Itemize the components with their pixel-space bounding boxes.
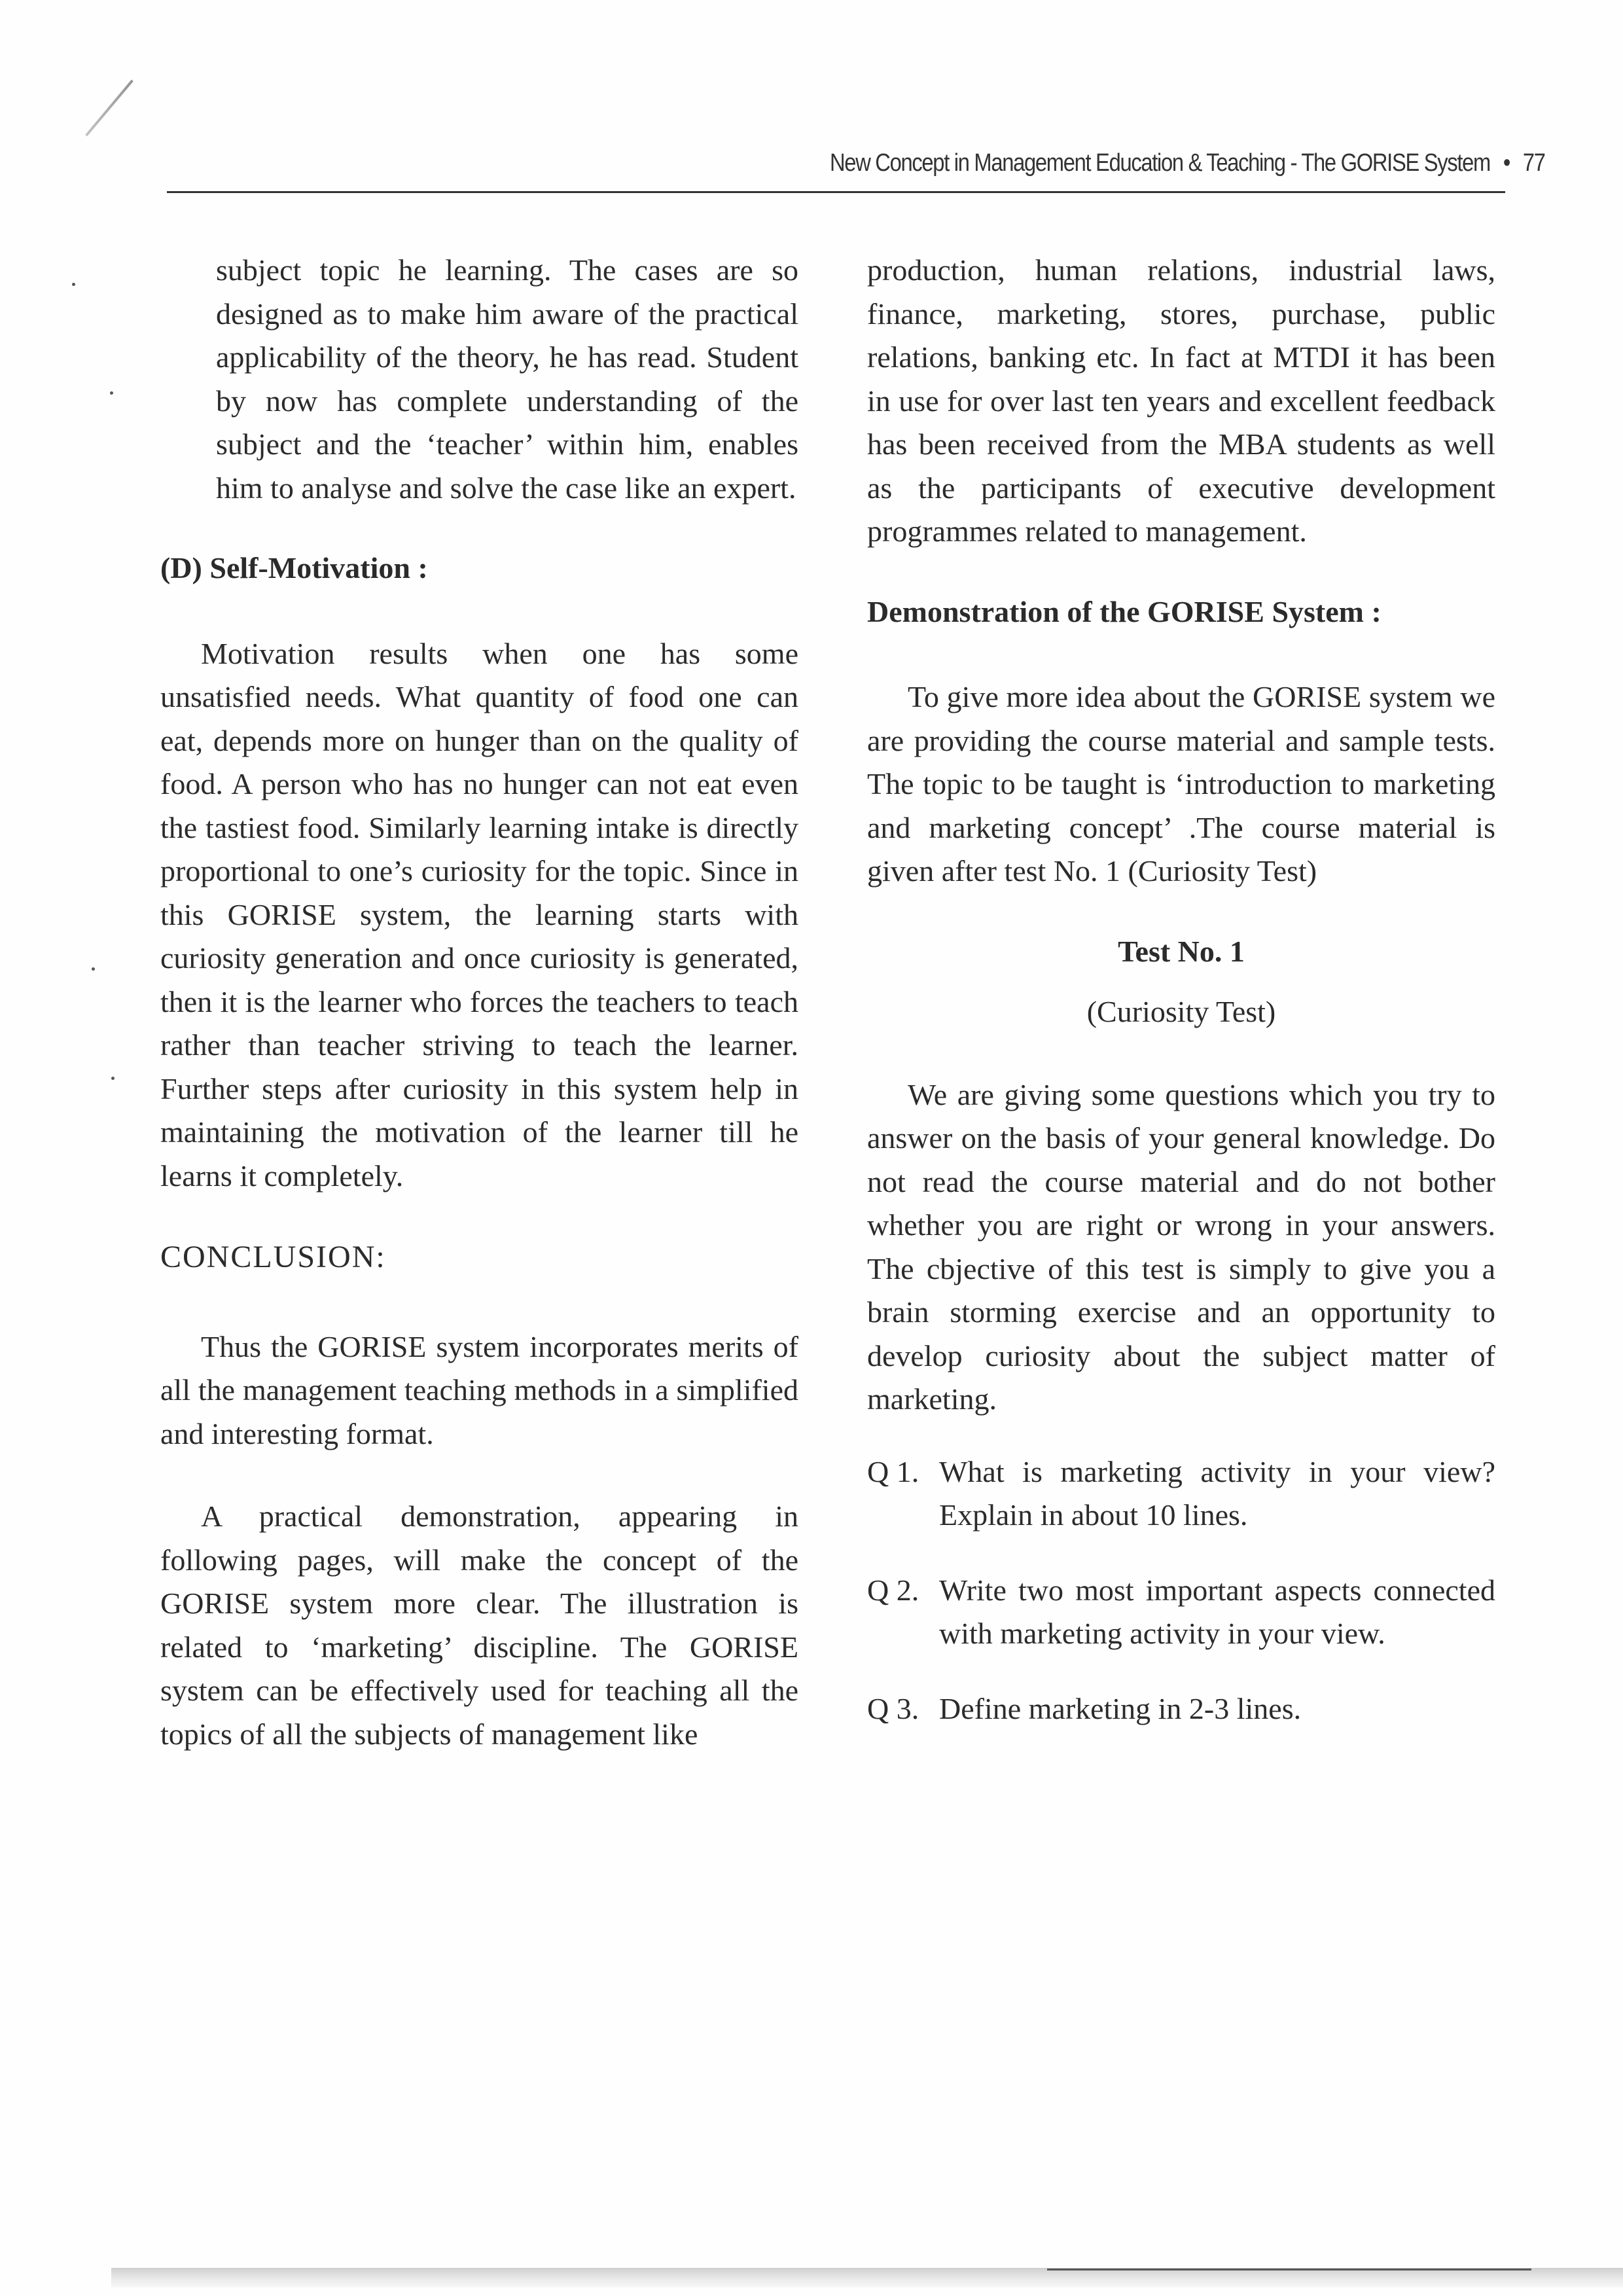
- question-item: [867, 1450, 1495, 1537]
- test-subtitle: (Curiosity Test): [1086, 995, 1276, 1028]
- conclusion-paragraph-1: Thus the GORISE system incorporates merits of all the management teaching methods in a simplified and interesting format.: [160, 1329, 798, 1450]
- test-intro-paragraph: We are giving some questions which you try to answer on the basis of your general knowledge. Do not read the course material and do not bother whether you are right or wrong in your answers. The cbjective of this test is simply to give you a brain storming exercise and an opportunity to develop curiosity about the subject matter of marketing.: [867, 1077, 1495, 1416]
- question-item: [867, 1687, 1495, 1731]
- conclusion-paragraph-2: A practical demonstration, appearing in following pages, will make the concept of the GORISE system more clear. The illustration is related to ‘marketing’ discipline. The GORISE system can be effectively used for teaching all the topics of all the subjects of management like: [160, 1499, 798, 1751]
- question-item: [867, 1569, 1495, 1656]
- scan-speck: [92, 967, 95, 971]
- right-column: [867, 249, 1495, 1731]
- section-heading-self-motivation: (D) Self-Motivation :: [160, 551, 428, 584]
- scan-speck: [111, 1077, 115, 1080]
- question-text: Write two most important aspects connected with marketing activity in your view.: [939, 1573, 1495, 1650]
- running-header: [830, 149, 1545, 177]
- test-title: Test No. 1: [1118, 934, 1245, 968]
- header-rule: [167, 191, 1505, 193]
- demonstration-paragraph: To give more idea about the GORISE system we are providing the course material and sample tests. The topic to be taught is ‘introduction to marketing and marketing concept’ .The course material is given after test No. 1 (Curiosity Test): [867, 680, 1495, 888]
- scan-corner-mark: [85, 80, 134, 137]
- question-number: Q 2.: [867, 1573, 919, 1607]
- continued-paragraph: subject topic he learning. The cases are so designed as to make him aware of the practical applicability of the theory, he has read. Student by now has complete understanding of the subject and the ‘teacher’ within him, enables him to analyse and solve the case like an expert.: [216, 253, 798, 505]
- left-column: [160, 249, 798, 1756]
- header-bullet: •: [1503, 149, 1510, 177]
- scan-bottom-edge: [111, 2268, 1623, 2287]
- question-number: Q 1.: [867, 1454, 919, 1488]
- scan-bottom-line: [1047, 2269, 1531, 2270]
- question-text: Define marketing in 2-3 lines.: [939, 1691, 1302, 1725]
- continued-paragraph-right: production, human relations, industrial laws, finance, marketing, stores, purchase, public relations, banking etc. In fact at MTDI it has been in use for over last ten years and excellent feedback has been received from the MBA students as well as the participants of executive development programmes related to management.: [867, 253, 1495, 548]
- scan-speck: [72, 283, 75, 286]
- scan-speck: [110, 391, 113, 395]
- section-heading-demonstration: Demonstration of the GORISE System :: [867, 594, 1382, 628]
- running-title: New Concept in Management Education & Teaching - The GORISE System: [830, 149, 1490, 177]
- self-motivation-paragraph: Motivation results when one has some unsatisfied needs. What quantity of food one can eat, depends more on hunger than on the quality of food. A person who has no hunger can not eat even the tastiest food. Similarly learning intake is directly proportional to one’s curiosity for the topic. Since in this GORISE system, the learning starts with curiosity generation and once curiosity is generated, then it is the learner who forces the teachers to teach rather than teacher striving to teach the learner. Further steps after curiosity in this system help in maintaining the motivation of the learner till he learns it completely.: [160, 636, 798, 1193]
- question-text: What is marketing activity in your view? Explain in about 10 lines.: [939, 1454, 1495, 1532]
- question-number: Q 3.: [867, 1691, 919, 1725]
- section-heading-conclusion: CONCLUSION:: [160, 1240, 386, 1274]
- page-number: 77: [1522, 149, 1545, 177]
